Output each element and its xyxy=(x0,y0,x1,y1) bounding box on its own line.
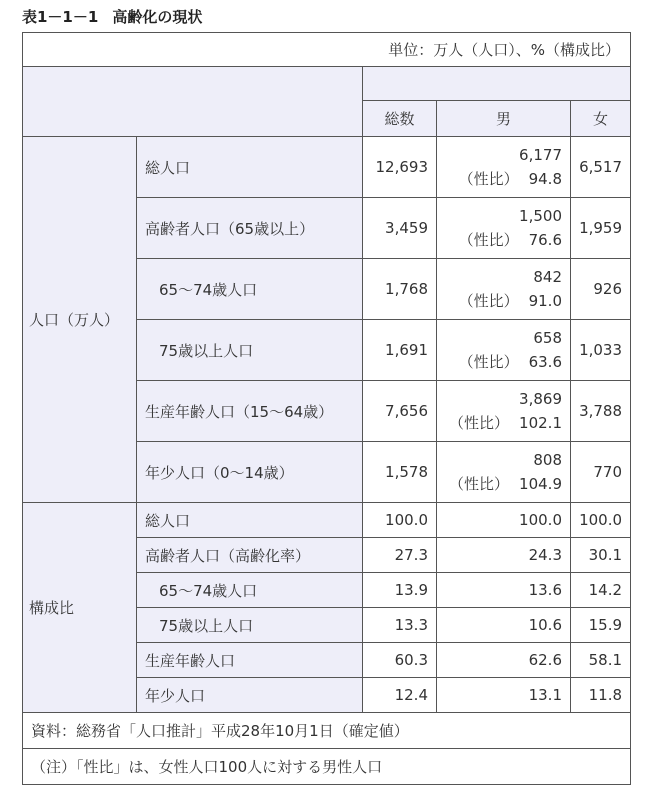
cell-female: 100.0 xyxy=(571,503,631,538)
row-label: 生産年齢人口（15～64歳） xyxy=(137,381,363,442)
cell-male xyxy=(437,259,571,320)
cell-male: 13.1 xyxy=(437,678,571,713)
unit-note: 単位：万人（人口）、%（構成比） xyxy=(23,33,631,67)
sex-ratio-value: 102.1 xyxy=(519,414,562,432)
sex-ratio-label: （性比） xyxy=(458,170,519,188)
cell-female: 15.9 xyxy=(571,608,631,643)
cell-total: 60.3 xyxy=(363,643,437,678)
male-count: 1,500 xyxy=(519,207,562,225)
table-number: 表1－1－1 xyxy=(22,8,99,26)
cell-male xyxy=(437,137,571,198)
male-count: 808 xyxy=(533,451,562,469)
cell-male: 62.6 xyxy=(437,643,571,678)
row-label: 総人口 xyxy=(137,137,363,198)
cell-male xyxy=(437,442,571,503)
sex-ratio-label: （性比） xyxy=(449,414,510,432)
male-count: 842 xyxy=(533,268,562,286)
cell-total: 3,459 xyxy=(363,198,437,259)
sex-ratio-label: （性比） xyxy=(458,353,519,371)
cell-total: 1,578 xyxy=(363,442,437,503)
cell-female: 6,517 xyxy=(571,137,631,198)
male-count: 3,869 xyxy=(519,390,562,408)
sex-ratio-value: 76.6 xyxy=(528,231,562,249)
male-count: 658 xyxy=(533,329,562,347)
cell-female: 926 xyxy=(571,259,631,320)
cell-male xyxy=(437,320,571,381)
cell-female: 14.2 xyxy=(571,573,631,608)
sex-ratio-value: 63.6 xyxy=(528,353,562,371)
header-male: 男 xyxy=(437,101,571,137)
cell-total: 1,768 xyxy=(363,259,437,320)
row-label: 75歳以上人口 xyxy=(137,608,363,643)
group-population: 人口（万人） xyxy=(23,137,137,503)
cell-male: 100.0 xyxy=(437,503,571,538)
row-label: 年少人口 xyxy=(137,678,363,713)
cell-female: 58.1 xyxy=(571,643,631,678)
header-blank xyxy=(363,67,631,101)
row-label: 65～74歳人口 xyxy=(137,573,363,608)
table-row xyxy=(23,137,631,198)
cell-total: 7,656 xyxy=(363,381,437,442)
cell-total: 100.0 xyxy=(363,503,437,538)
cell-male: 13.6 xyxy=(437,573,571,608)
cell-female: 30.1 xyxy=(571,538,631,573)
cell-female: 11.8 xyxy=(571,678,631,713)
sex-ratio-value: 94.8 xyxy=(528,170,562,188)
sex-ratio-label: （性比） xyxy=(458,292,519,310)
header-corner xyxy=(23,67,363,137)
row-label: 65～74歳人口 xyxy=(137,259,363,320)
cell-total: 12,693 xyxy=(363,137,437,198)
table-title: 高齢化の現状 xyxy=(112,8,203,26)
header-female: 女 xyxy=(571,101,631,137)
male-count: 6,177 xyxy=(519,146,562,164)
cell-total: 27.3 xyxy=(363,538,437,573)
cell-male: 24.3 xyxy=(437,538,571,573)
footnote: （注）「性比」は、女性人口100人に対する男性人口 xyxy=(23,749,631,785)
aging-status-table xyxy=(22,32,631,785)
cell-total: 1,691 xyxy=(363,320,437,381)
cell-male: 10.6 xyxy=(437,608,571,643)
table-row xyxy=(23,503,631,538)
cell-female: 1,033 xyxy=(571,320,631,381)
source-note: 資料：総務省「人口推計」平成28年10月1日（確定値） xyxy=(23,713,631,749)
sex-ratio-label: （性比） xyxy=(449,475,510,493)
sex-ratio-value: 104.9 xyxy=(519,475,562,493)
row-label: 高齢者人口（65歳以上） xyxy=(137,198,363,259)
row-label: 年少人口（0～14歳） xyxy=(137,442,363,503)
cell-female: 1,959 xyxy=(571,198,631,259)
cell-male xyxy=(437,381,571,442)
row-label: 高齢者人口（高齢化率） xyxy=(137,538,363,573)
cell-total: 13.3 xyxy=(363,608,437,643)
row-label: 総人口 xyxy=(137,503,363,538)
group-composition: 構成比 xyxy=(23,503,137,713)
cell-total: 12.4 xyxy=(363,678,437,713)
table-caption xyxy=(22,4,202,30)
cell-total: 13.9 xyxy=(363,573,437,608)
row-label: 75歳以上人口 xyxy=(137,320,363,381)
cell-female: 770 xyxy=(571,442,631,503)
row-label: 生産年齢人口 xyxy=(137,643,363,678)
sex-ratio-value: 91.0 xyxy=(528,292,562,310)
sex-ratio-label: （性比） xyxy=(458,231,519,249)
cell-female: 3,788 xyxy=(571,381,631,442)
cell-male xyxy=(437,198,571,259)
header-total: 総数 xyxy=(363,101,437,137)
